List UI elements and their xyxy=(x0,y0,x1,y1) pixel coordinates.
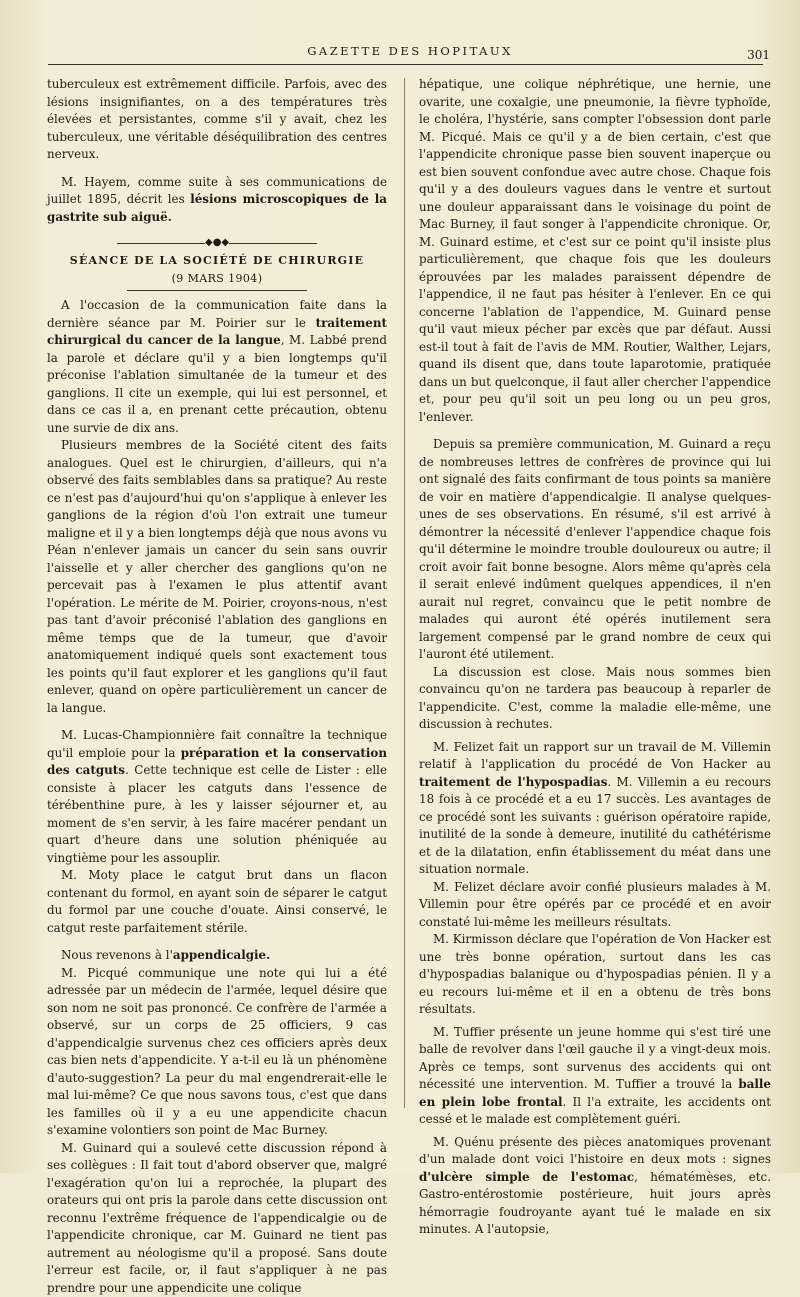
paragraph-bold-text: appendicalgie. xyxy=(173,948,270,962)
paragraph: M. Felizet déclare avoir confié plusieurs malades à M. Villemin pour être opérés par ce procédé et en avoir constaté lui-même les meilleurs résultats. xyxy=(419,879,771,932)
paragraph xyxy=(419,739,771,879)
paragraph: M. Picqué communique une note qui lui a été adressée par un médecin de l'armée, lequel désire que son nom ne soit pas prononcé. Ce confrère de l'armée a observé, sur un corps de 25 officiers, 9 cas d'appendicalgie survenus chez ces officiers après deux cas bien nets d'appendicite. Y a-t-il eu là un phénomène d'auto-suggestion? La peur du mal engendrerait-elle le mal lui-même? Ce que nous savons tous, c'est que dans les familles où il y a eu une appendicite chacun s'examine volontiers son point de Mac Burney. xyxy=(47,965,387,1140)
paragraph xyxy=(419,1134,771,1239)
paragraph xyxy=(47,947,387,965)
column-divider xyxy=(404,78,405,1108)
left-column xyxy=(47,76,387,1136)
paragraph-text: M. Hayem, comme suite à ses communications de juillet 1895, décrit les xyxy=(47,175,387,207)
paragraph-text: . M. Villemin a eu recours 18 fois à ce procédé et a eu 17 succès. Les avantages de ce procédé sont les suivants : guérison opératoire rapide, inutilité de la sonde à demeure, inutilité du cathétérisme et de la dilatation, enfin établissement du méat dans une situation normale. xyxy=(419,775,771,877)
right-column xyxy=(419,76,771,1136)
paragraph: La discussion est close. Mais nous sommes bien convaincu qu'on ne tardera pas beaucoup à reparler de l'appendicite. C'est, comme la maladie elle-même, une discussion à rechutes. xyxy=(419,664,771,734)
paragraph-bold-text: lésions microscopiques de la gastrite sub aiguë. xyxy=(47,192,387,224)
paragraph: M. Moty place le catgut brut dans un flacon contenant du formol, en ayant soin de séparer le catgut du formol par une couche d'ouate. Ainsi conservé, le catgut reste parfaitement stérile. xyxy=(47,867,387,937)
paragraph-text: M. Lucas-Championnière fait connaître la technique qu'il emploie pour la xyxy=(47,728,387,760)
paragraph-text: , hématémèses, etc. Gastro-entérostomie postérieure, huit jours après hémorragie foudroyante ayant tué le malade en six minutes. A l'autopsie, xyxy=(419,1170,771,1237)
paragraph-text: A l'occasion de la communication faite dans la dernière séance par M. Poirier sur le xyxy=(47,298,387,330)
paragraph: hépatique, une colique néphrétique, une hernie, une ovarite, une coxalgie, une pneumonie, la fièvre typhoïde, le choléra, l'hystérie, sans compter l'obsession dont parle M. Picqué. Mais ce qu'il y a de bien certain, c'est que l'appendicite chronique passe bien souvent inaperçue ou est bien souvent confondue avec autre chose. Chaque fois qu'il y a des douleurs vagues dans le ventre et surtout une douleur apparaissant dans le voisinage du point de Mac Burney, il faut songer à l'appendicite chronique. Or, M. Guinard estime, et c'est sur ce point qu'il insiste plus particulièrement, que chaque fois que les douleurs éprouvées par les malades paraissent dépendre de l'appendice, il ne faut pas hésiter à l'enlever. En ce qui concerne l'ablation de l'appendice, M. Guinard pense qu'il vaut mieux pécher par excès que par défaut. Aussi est-il tout à fait de l'avis de MM. Routier, Walther, Lejars, quand ils disent que, dans toute laparotomie, pratiquée dans un but quelconque, il faut aller chercher l'appendice et, pour peu qu'il soit un peu long ou un peu gros, l'enlever. xyxy=(419,76,771,426)
paragraph: M. Kirmisson déclare que l'opération de Von Hacker est une très bonne opération, surtout dans les cas d'hypospadias balanique ou d'hypospadias pénien. Il y a eu recours lui-même et il en a obtenu de très bons résultats. xyxy=(419,931,771,1019)
paragraph xyxy=(47,174,387,227)
header-rule xyxy=(48,64,763,65)
paragraph-text: Nous revenons à l' xyxy=(61,948,173,962)
paragraph-text: M. Quénu présente des pièces anatomiques provenant d'un malade dont voici l'histoire en deux mots : signes xyxy=(419,1135,771,1167)
ornament-icon: ◆●◆ xyxy=(205,238,229,248)
section-heading xyxy=(47,238,387,291)
paragraph xyxy=(419,1024,771,1129)
paragraph: tuberculeux est extrêmement difficile. Parfois, avec des lésions insignifiantes, on a des températures très élevées et persistantes, comme s'il y avait, chez les tuberculeux, une véritable déséquilibration des centres nerveux. xyxy=(47,76,387,164)
paragraph-bold-text: préparation et la conservation des catguts xyxy=(47,746,387,778)
paragraph-bold-text: traitement de l'hypospadias xyxy=(419,775,607,789)
paragraph xyxy=(47,727,387,867)
section-rule xyxy=(127,290,307,291)
section-title: SÉANCE DE LA SOCIÉTÉ DE CHIRURGIE xyxy=(47,252,387,270)
page-header xyxy=(40,40,780,64)
paragraph-text: , M. Labbé prend la parole et déclare qu'il y a bien longtemps qu'il préconise l'ablation simultanée de la tumeur et des ganglions. Il cite un exemple, qui lui est personnel, et dans ce cas il a, en prenant cette précaution, obtenu une survie de dix ans. xyxy=(47,333,387,435)
paragraph-text: M. Tuffier présente un jeune homme qui s'est tiré une balle de revolver dans l'œil gauche il y a vingt-deux mois. Après ce temps, sont survenus des accidents qui ont nécessité une intervention. M. Tuffier a trouvé la xyxy=(419,1025,771,1092)
paragraph-text: . Il l'a extraite, les accidents ont cessé et le malade est complètement guéri. xyxy=(419,1095,771,1127)
ornament-rule xyxy=(117,238,317,248)
paragraph: Depuis sa première communication, M. Guinard a reçu de nombreuses lettres de confrères de province qui lui ont signalé des faits confirmant de tous points sa manière de voir en matière d'appendicalgie. Il analyse quelques-unes de ses observations. En résumé, s'il est arrivé à démontrer la nécessité d'enlever l'appendice chaque fois qu'il détermine le moindre trouble douloureux ou autre; il croit avoir fait bonne besogne. Alors même qu'après cela il serait enlevé indûment quelques appendices, il n'en aurait nul regret, convaincu que le petit nombre de malades qui auront été opérés inutilement sera largement compensé par le grand nombre de ceux qui l'auront été utilement. xyxy=(419,436,771,664)
paragraph-text: M. Felizet fait un rapport sur un travail de M. Villemin relatif à l'application du procédé de Von Hacker au xyxy=(419,740,771,772)
paragraph-text: . Cette technique est celle de Lister : elle consiste à placer les catguts dans l'essence de térébenthine pure, à les y laisser séjourner et, au moment de s'en servir, à les faire macérer pendant un quart d'heure dans une solution phéniquée au vingtième pour les assouplir. xyxy=(47,763,387,865)
paragraph-bold-text: traitement chirurgical du cancer de la langue xyxy=(47,316,387,348)
paragraph-bold-text: balle en plein lobe frontal xyxy=(419,1077,771,1109)
section-date: (9 MARS 1904) xyxy=(47,270,387,288)
paragraph xyxy=(47,297,387,437)
paragraph-bold-text: d'ulcère simple de l'estomac xyxy=(419,1170,634,1184)
page-number: 301 xyxy=(747,48,770,62)
paragraph: M. Guinard qui a soulevé cette discussion répond à ses collègues : Il fait tout d'abord observer que, malgré l'exagération qu'on lui a reprochée, la plupart des orateurs qui ont pris la parole dans cette discussion ont reconnu l'extrême fréquence de l'appendicalgie ou de l'appendicite chronique, car M. Guinard ne tient pas autrement au néologisme qu'il a proposé. Sans doute l'erreur est facile, or, il faut s'appliquer à ne pas prendre pour une appendicite une colique xyxy=(47,1140,387,1297)
paragraph: Plusieurs membres de la Société citent des faits analogues. Quel est le chirurgien, d'ailleurs, qui n'a observé des faits semblables dans sa pratique? Au reste ce n'est pas d'aujourd'hui qu'on s'applique à enlever les ganglions de la région d'où l'on extrait une tumeur maligne et il y a bien longtemps déjà que nous avons vu Péan n'enlever jamais un cancer du sein sans ouvrir l'aisselle et y aller chercher des ganglions qu'on ne percevait pas à l'examen le plus attentif avant l'opération. Le mérite de M. Poirier, croyons-nous, n'est pas tant d'avoir préconisé l'ablation des ganglions en même temps que de la tumeur, que d'avoir anatomiquement indiqué quels sont exactement tous les points qu'il faut explorer et les ganglions qu'il faut enlever, quand on opère particulièrement un cancer de la langue. xyxy=(47,437,387,717)
running-title: GAZETTE DES HOPITAUX xyxy=(40,44,780,58)
